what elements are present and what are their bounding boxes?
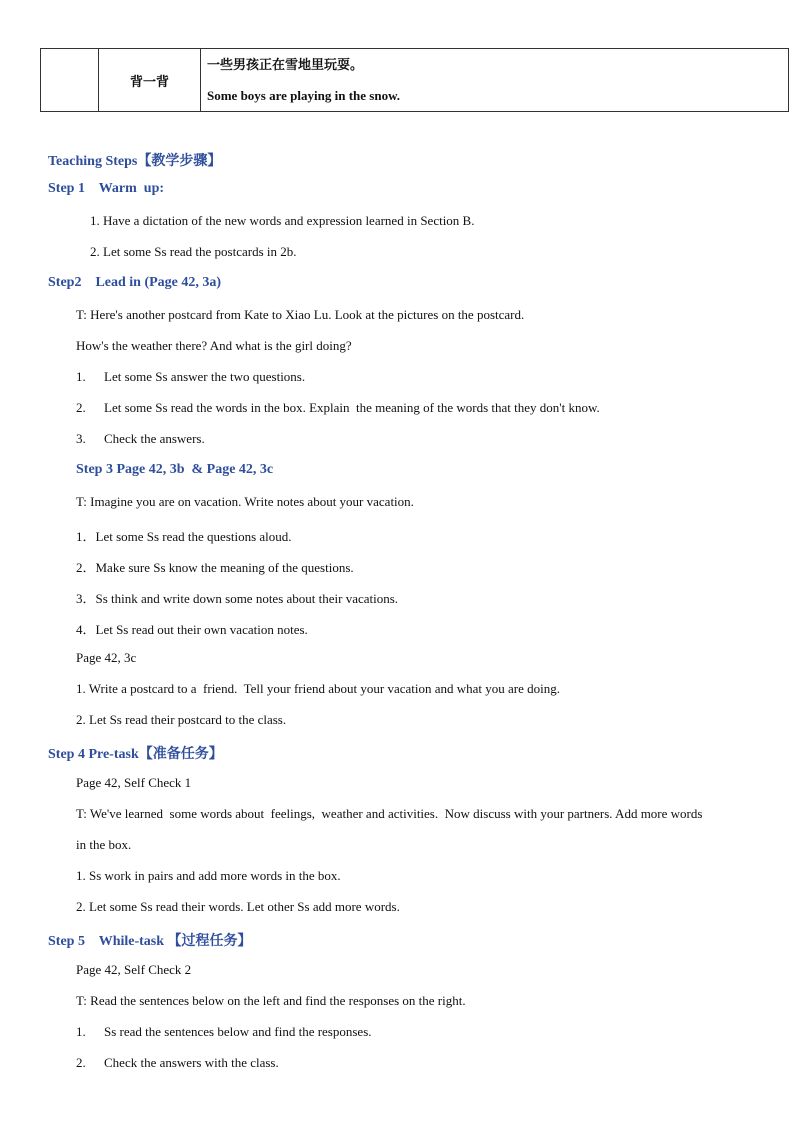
english-sentence: Some boys are playing in the snow. [207,88,400,103]
item-number: 1. [76,369,86,384]
step1-heading: Step 1 Warm up: [48,181,165,196]
step3-text-1: T: Imagine you are on vacation. Write notes about your vacation. [76,494,414,509]
step2-item-2 [76,400,600,416]
step4-text-2: in the box. [76,837,132,852]
item-text: Let some Ss read the words in the box. Explain the meaning of the words that they don't know. [104,400,600,415]
item-text: Check the answers with the class. [104,1055,279,1070]
step1-item-2: 2. Let some Ss read the postcards in 2b. [90,244,297,259]
step4-heading: Step 4 Pre-task【准备任务】 [48,747,223,762]
step2-item-3 [76,431,205,447]
step4-sub: Page 42, Self Check 1 [76,775,192,790]
step2-heading: Step2 Lead in (Page 42, 3a) [48,275,222,290]
step2-item-1 [76,369,305,385]
step3-item-4: 4．Let Ss read out their own vacation notes. [76,622,308,637]
step3-heading: Step 3 Page 42, 3b & Page 42, 3c [76,462,274,477]
memorize-sentences [201,49,789,112]
step3-item-2: 2．Make sure Ss know the meaning of the questions. [76,560,354,575]
step5-item-2 [76,1055,279,1071]
step5-text-1: T: Read the sentences below on the left and find the responses on the right. [76,993,466,1008]
step2-text-1: T: Here's another postcard from Kate to Xiao Lu. Look at the pictures on the postcard. [76,307,525,322]
item-number: 2. [76,400,86,415]
step4-item-2: 2. Let some Ss read their words. Let other Ss add more words. [76,899,400,914]
item-number: 2. [76,1055,86,1070]
chinese-sentence: 一些男孩正在雪地里玩耍。 [207,57,364,72]
empty-cell [41,49,99,112]
step5-item-1 [76,1024,372,1040]
step3-item-3: 3．Ss think and write down some notes about their vacations. [76,591,399,606]
step4-text-1: T: We've learned some words about feelings, weather and activities. Now discuss with your partners. Add more words [76,806,703,821]
item-number: 3. [76,431,86,446]
step3-sub: Page 42, 3c [76,650,137,665]
step4-item-1: 1. Ss work in pairs and add more words in the box. [76,868,341,883]
item-number: 1. [76,1024,86,1039]
step2-text-2: How's the weather there? And what is the girl doing? [76,338,352,353]
step5-heading: Step 5 While-task 【过程任务】 [48,934,252,949]
step3-item-1: 1．Let some Ss read the questions aloud. [76,529,292,544]
item-text: Let some Ss answer the two questions. [104,369,306,384]
teaching-steps-heading: Teaching Steps【教学步骤】 [48,154,222,169]
item-text: Check the answers. [104,431,205,446]
step3-item2-1: 1. Write a postcard to a friend. Tell your friend about your vacation and what you are doing. [76,681,560,696]
item-text: Ss read the sentences below and find the responses. [104,1024,372,1039]
memorize-table [40,48,789,112]
memorize-label: 背一背 [99,49,201,112]
step5-sub: Page 42, Self Check 2 [76,962,192,977]
step1-item-1: 1. Have a dictation of the new words and expression learned in Section B. [90,213,475,228]
step3-item2-2: 2. Let Ss read their postcard to the class. [76,712,287,727]
